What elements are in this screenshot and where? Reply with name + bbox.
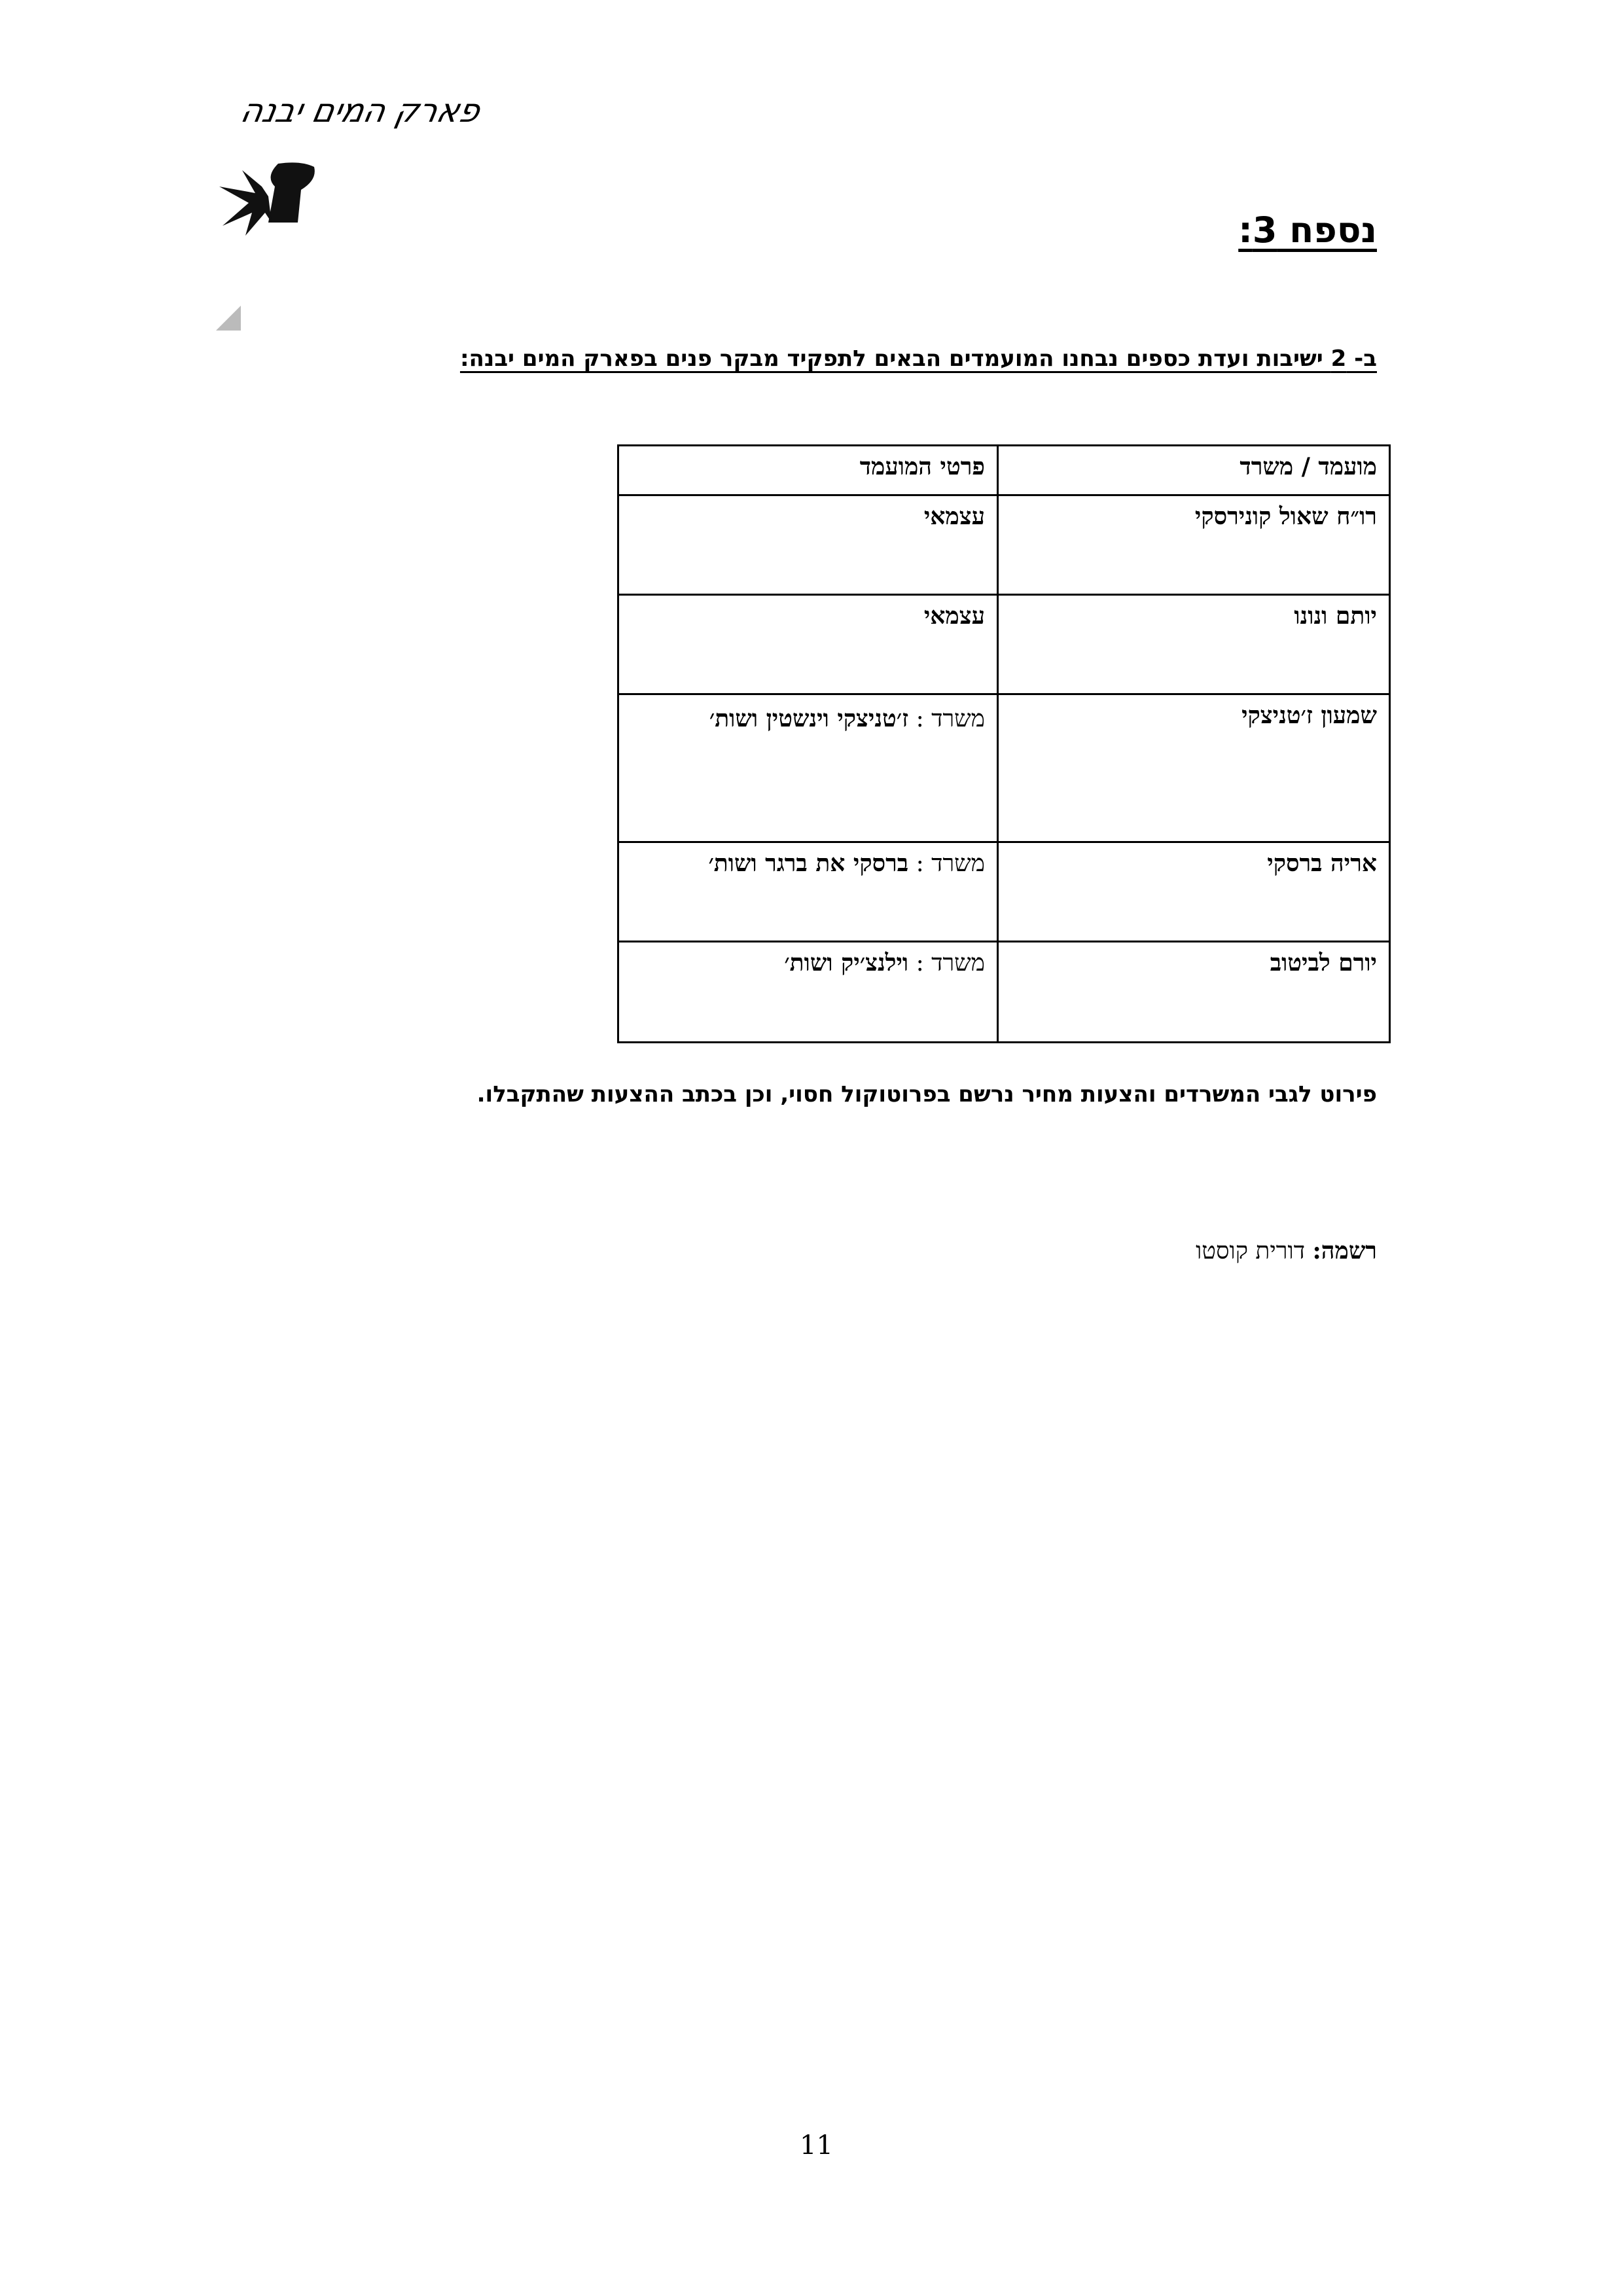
signature-name: דורית קוסטו [1196, 1238, 1306, 1265]
details-value: עצמאי [923, 503, 985, 530]
column-header-candidate: מועמד / משרד [998, 446, 1390, 495]
candidate-details [618, 495, 998, 595]
table-row [618, 942, 1390, 1043]
page-number: 11 [800, 2130, 833, 2161]
column-header-details: פרטי המועמד [618, 446, 998, 495]
table-row [618, 842, 1390, 942]
appendix-title: נספח 3: [1238, 209, 1377, 251]
corner-mark-icon [216, 306, 241, 331]
details-value: ז׳טניצקי וינשטין ושות׳ [709, 705, 909, 732]
details-value: וילנצ׳יק ושות׳ [784, 949, 909, 977]
candidate-name: שמעון ז׳טניצקי [998, 694, 1390, 842]
palm-tree-logo-icon [216, 160, 347, 236]
candidate-name: יותם ונונו [998, 595, 1390, 694]
candidate-name: רו״ח שאול קונירסקי [998, 495, 1390, 595]
candidate-name: אריה ברסקי [998, 842, 1390, 942]
candidate-details [618, 595, 998, 694]
candidate-details [618, 842, 998, 942]
brand-header-text: פארק המים יבנה [237, 92, 484, 130]
table-header-row [618, 446, 1390, 495]
signature-label: רשמה: [1312, 1237, 1377, 1265]
candidates-table [617, 444, 1391, 1043]
candidate-name: יורם לביטוב [998, 942, 1390, 1043]
note-paragraph: פירוט לגבי המשרדים והצעות מחיר נרשם בפרוטוקול חסוי, וכן בכתב ההצעות שהתקבלו. [476, 1081, 1377, 1107]
details-value: עצמאי [923, 602, 985, 630]
candidate-details [618, 694, 998, 842]
office-label: משרד : [916, 950, 985, 977]
office-label: משרד : [916, 850, 985, 877]
table-row [618, 595, 1390, 694]
table-row [618, 495, 1390, 595]
candidate-details [618, 942, 998, 1043]
signature-line [1196, 1237, 1377, 1265]
office-label: משרד : [916, 706, 985, 732]
details-value: ברסקי את ברגר ושות׳ [708, 850, 909, 877]
section-subtitle: ב- 2 ישיבות ועדת כספים נבחנו המועמדים הבאים לתפקיד מבקר פנים בפארק המים יבנה: [459, 346, 1377, 372]
table-row [618, 694, 1390, 842]
